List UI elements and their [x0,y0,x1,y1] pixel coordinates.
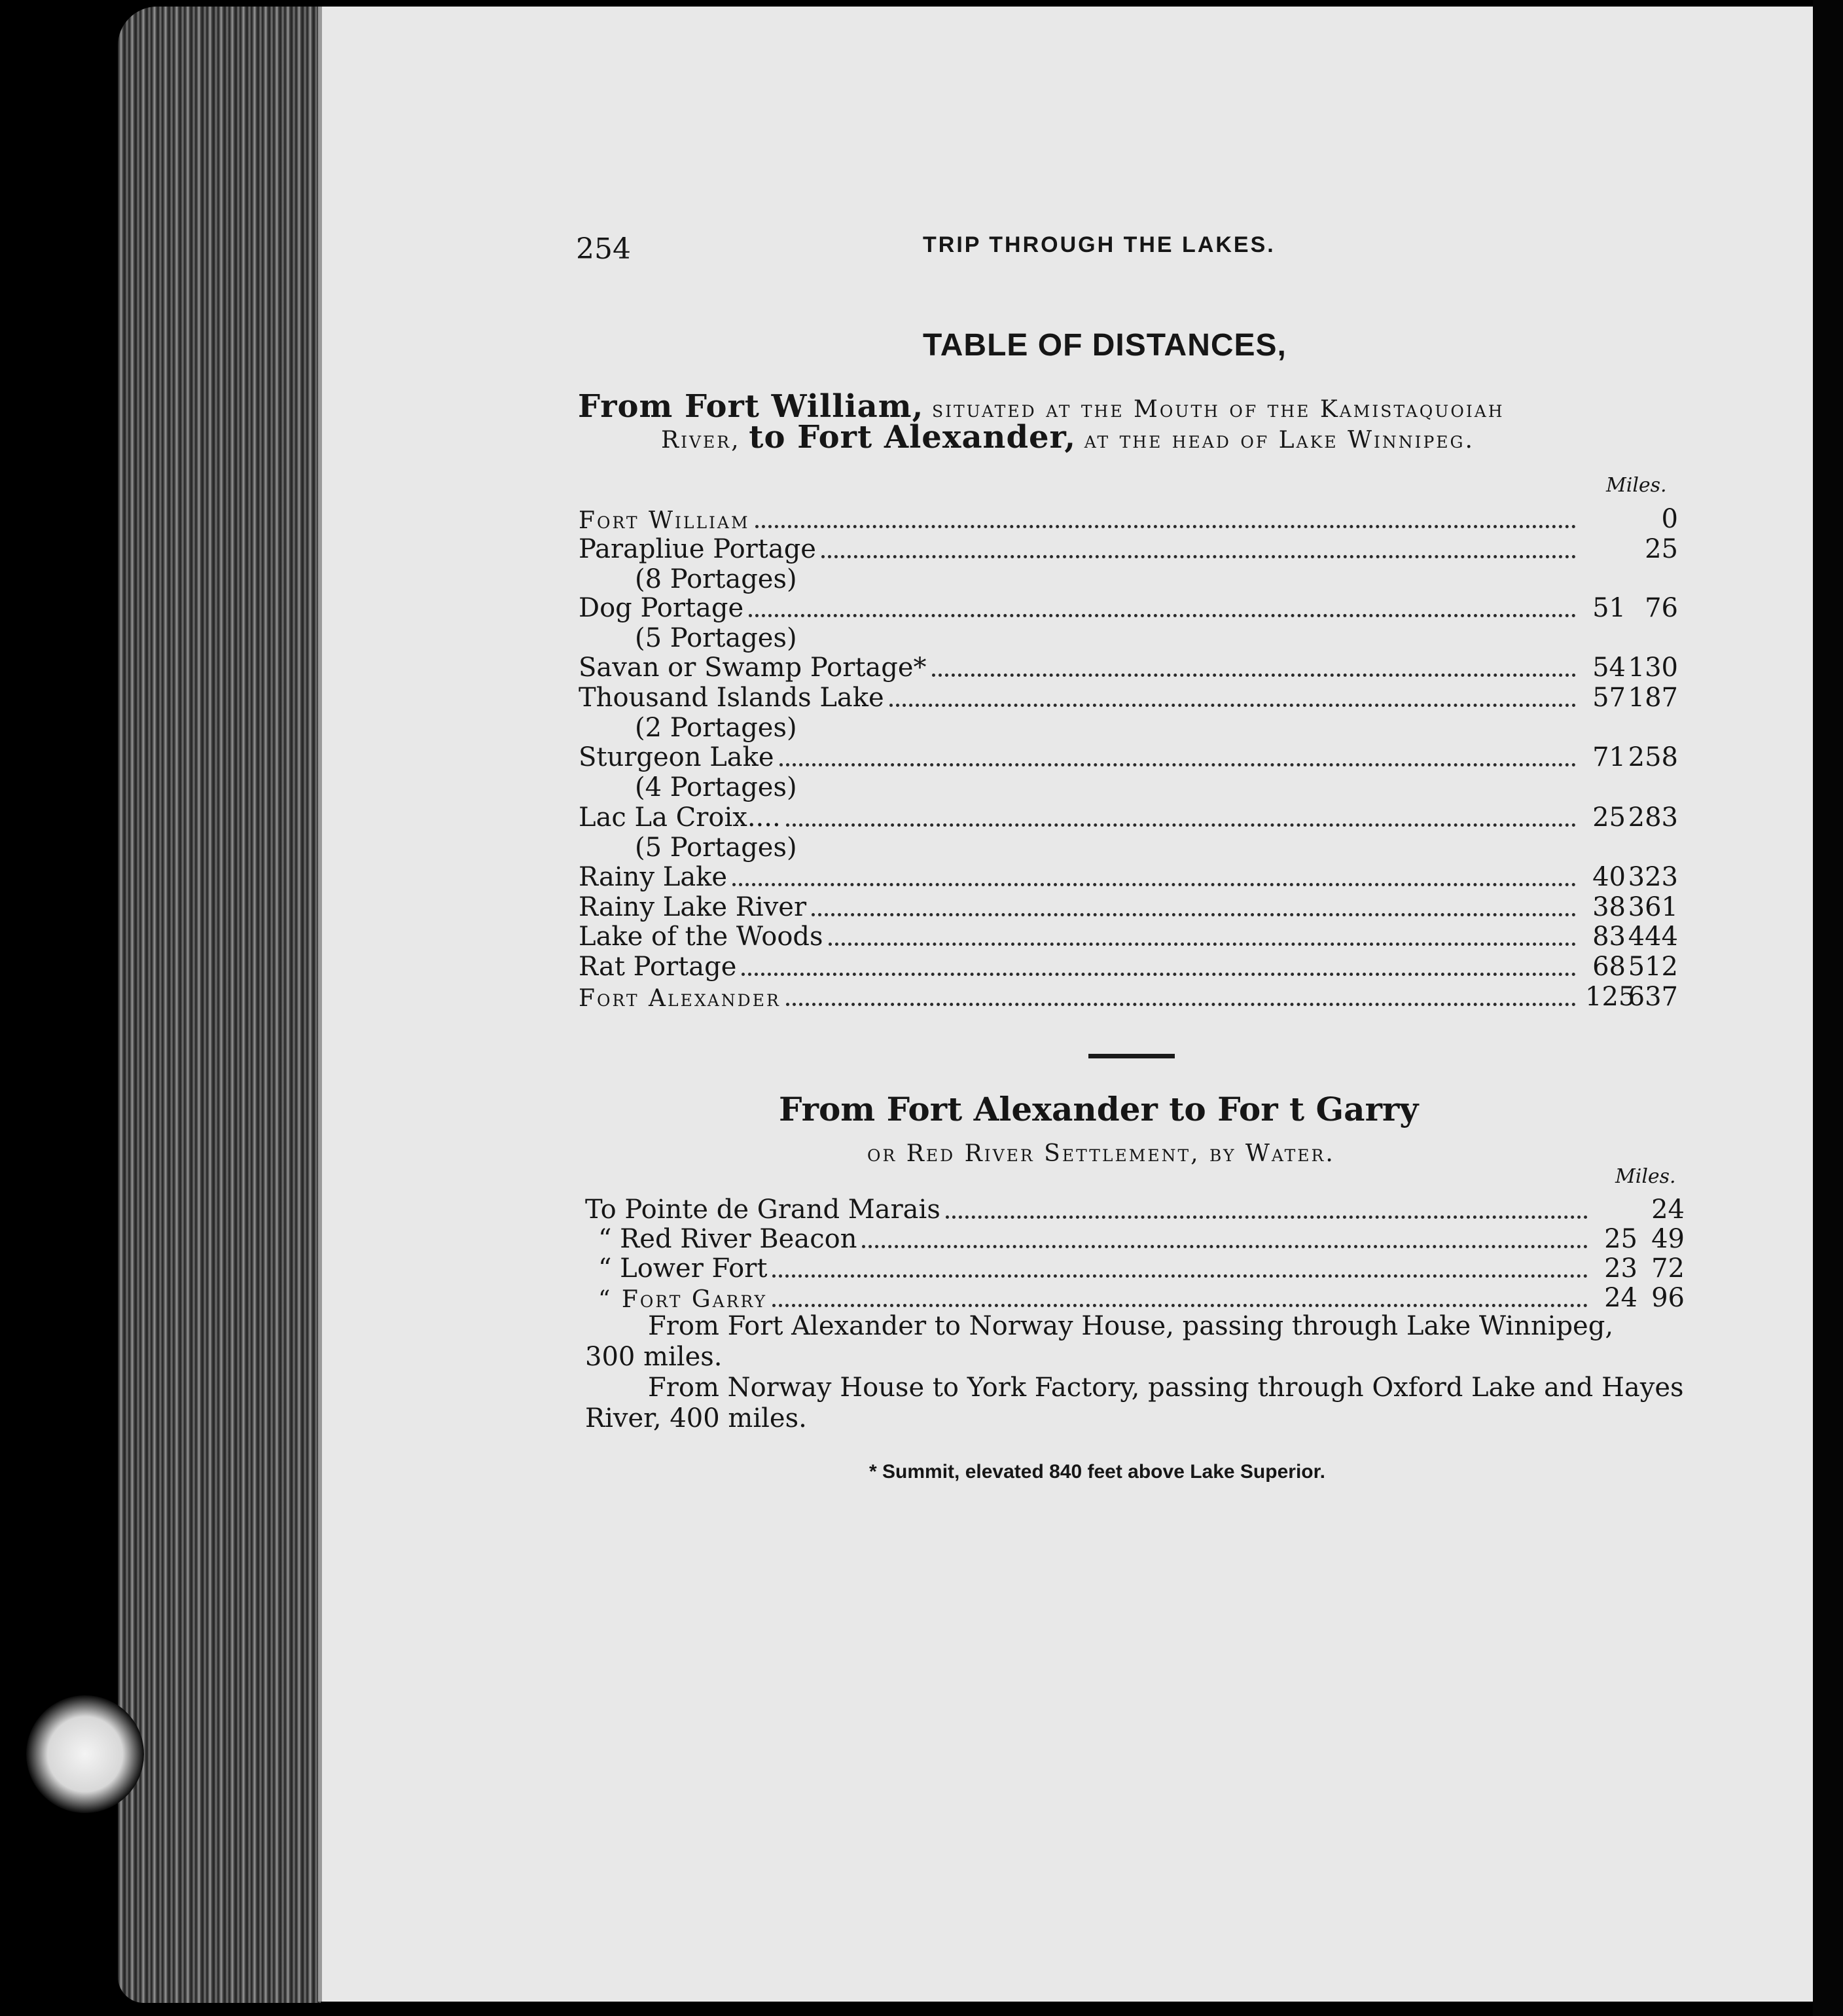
place-name: Rainy Lake [579,862,728,892]
total-miles: 0 [1661,504,1678,534]
place-name: “ Red River Beacon [598,1224,857,1254]
place-name: Sturgeon Lake [579,742,774,772]
segment-miles: 23 [1604,1253,1637,1284]
total-miles: 49 [1651,1224,1685,1254]
table-row [579,534,1678,564]
subtitle-situated: situated at the Mouth of the Kamistaquoiah [932,396,1505,423]
portage-note: (5 Portages) [635,833,797,863]
table-row [579,742,1678,772]
total-miles: 76 [1645,593,1678,623]
total-miles: 323 [1628,862,1678,892]
total-miles: 24 [1651,1195,1685,1225]
leader-dots [779,763,1576,766]
place-name: Savan or Swamp Portage* [579,653,927,683]
segment-miles: 25 [1592,802,1626,833]
place-name: Dog Portage [579,593,744,623]
segment-miles: 125 [1585,982,1636,1012]
table-row [585,1195,1685,1225]
table-row [579,922,1678,952]
portage-note: (8 Portages) [635,564,797,594]
total-miles: 637 [1628,982,1678,1012]
subtitle-from: From Fort William, [578,388,924,425]
segment-miles: 24 [1604,1283,1637,1313]
total-miles: 187 [1628,683,1678,713]
leader-dots [812,913,1576,916]
table-row [579,892,1678,922]
leader-dots [889,704,1576,707]
table-row [579,683,1678,713]
total-miles: 130 [1628,653,1678,683]
total-miles: 72 [1651,1253,1685,1284]
section-subheading: or Red River Settlement, by Water. [867,1140,1335,1167]
subtitle-head: at the head of Lake Winnipeg. [1084,427,1475,454]
page-right-shadow [1813,0,1843,2016]
paragraph-york-factory-line1: From Norway House to York Factory, passing through Oxford Lake and Hayes [648,1373,1684,1403]
portage-note: (2 Portages) [635,713,797,743]
total-miles: 361 [1628,892,1678,922]
paragraph-york-factory-line2: River, 400 miles. [585,1403,807,1433]
table-row [585,1224,1685,1254]
segment-miles: 54 [1592,653,1626,683]
table-title: TABLE OF DISTANCES, [923,328,1287,363]
leader-dots [946,1215,1588,1219]
place-name: Lac La Croix.... [579,802,781,833]
leader-dots [786,823,1576,827]
leader-dots [829,943,1576,946]
leader-dots [742,973,1576,976]
miles-header-2: Miles. [1615,1165,1676,1188]
segment-miles: 40 [1592,862,1626,892]
table-row [579,802,1678,833]
table-row [579,952,1678,982]
table-row [579,593,1678,623]
subtitle-line-2 [661,419,1475,456]
leader-dots [772,1274,1588,1278]
segment-miles: 83 [1592,922,1626,952]
paper-damage-mark [26,1695,144,1813]
table-row [585,1283,1685,1313]
leader-dots [862,1245,1588,1248]
leader-dots [772,1304,1588,1307]
subtitle-river: River, [661,427,741,454]
segment-miles: 25 [1604,1224,1637,1254]
table-row [579,982,1678,1012]
place-name: Thousand Islands Lake [579,683,884,713]
total-miles: 512 [1628,952,1678,982]
section-heading: From Fort Alexander to For t Garry [779,1090,1419,1128]
paragraph-norway-house-line1: From Fort Alexander to Norway House, passing through Lake Winnipeg, [648,1311,1614,1341]
portage-note: (5 Portages) [635,623,797,653]
running-title: TRIP THROUGH THE LAKES. [923,232,1276,257]
subtitle-to: to Fort Alexander, [749,419,1077,456]
segment-miles: 38 [1592,892,1626,922]
segment-miles: 68 [1592,952,1626,982]
book-page-edges [118,7,321,2003]
leader-dots [755,525,1576,528]
table-row [579,862,1678,892]
place-name: Rainy Lake River [579,892,807,922]
total-miles: 283 [1628,802,1678,833]
total-miles: 25 [1645,534,1678,564]
section-divider [1088,1054,1175,1058]
segment-miles: 71 [1592,742,1626,772]
table-row [579,653,1678,683]
place-name: Parapliue Portage [579,534,816,564]
total-miles: 258 [1628,742,1678,772]
total-miles: 444 [1628,922,1678,952]
leader-dots [786,1003,1576,1006]
miles-header: Miles. [1606,474,1667,497]
place-name: Fort William [579,507,750,534]
leader-dots [732,883,1576,886]
footnote: * Summit, elevated 840 feet above Lake Superior. [869,1461,1325,1483]
leader-dots [821,555,1576,558]
place-name: Fort Alexander [579,985,781,1012]
place-name: “ Lower Fort [598,1253,768,1284]
place-name: Rat Portage [579,952,737,982]
place-name: “ Fort Garry [598,1286,768,1313]
leader-dots [749,614,1576,617]
place-name: To Pointe de Grand Marais [585,1195,940,1225]
leader-dots [932,674,1576,677]
table-row [585,1253,1685,1284]
portage-note: (4 Portages) [635,772,797,802]
paragraph-norway-house-line2: 300 miles. [585,1342,723,1372]
page-number: 254 [576,232,631,266]
table-row [579,504,1678,534]
segment-miles: 51 [1592,593,1626,623]
total-miles: 96 [1651,1283,1685,1313]
place-name: Lake of the Woods [579,922,823,952]
segment-miles: 57 [1592,683,1626,713]
